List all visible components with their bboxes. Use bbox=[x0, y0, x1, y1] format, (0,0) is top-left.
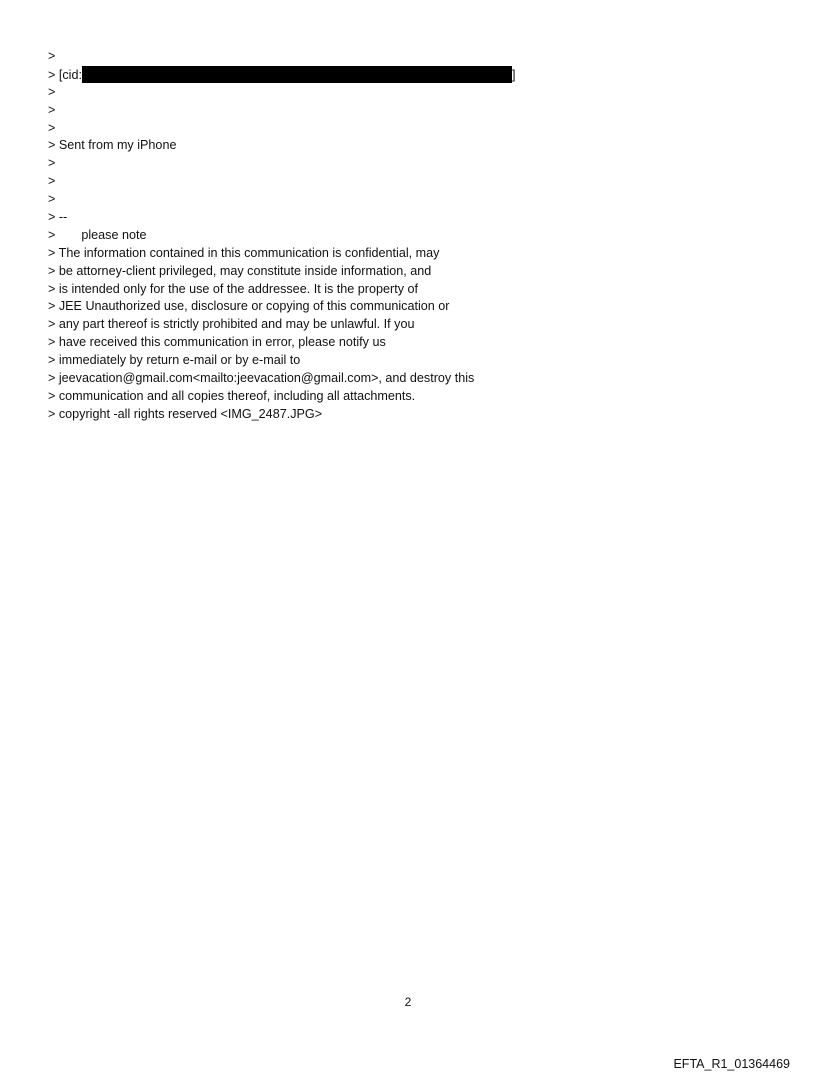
quoted-line-cid bbox=[48, 66, 608, 84]
signature-separator: > -- bbox=[48, 210, 68, 225]
sent-from-iphone: > Sent from my iPhone bbox=[48, 138, 177, 153]
quote-marker: > bbox=[48, 227, 56, 242]
quoted-line bbox=[48, 102, 608, 120]
disclaimer-text: > The information contained in this communication is confidential, may bbox=[48, 245, 440, 260]
quote-marker: > bbox=[48, 156, 56, 171]
disclaimer-line bbox=[48, 334, 608, 352]
page-number: 2 bbox=[404, 995, 412, 1009]
copyright-text: > copyright -all rights reserved <IMG_2487.JPG> bbox=[48, 406, 323, 421]
redaction-block bbox=[82, 66, 512, 83]
disclaimer-line bbox=[48, 298, 608, 316]
quote-marker: > bbox=[48, 49, 56, 63]
disclaimer-text: > immediately by return e-mail or by e-mail to bbox=[48, 353, 301, 368]
disclaimer-line bbox=[48, 263, 608, 281]
disclaimer-line bbox=[48, 406, 608, 424]
quoted-line-separator bbox=[48, 209, 608, 227]
quoted-line bbox=[48, 48, 608, 66]
quote-marker: > bbox=[48, 84, 56, 99]
quoted-line-note bbox=[48, 227, 608, 245]
quoted-line-signature bbox=[48, 137, 608, 155]
disclaimer-line bbox=[48, 281, 608, 299]
quoted-line bbox=[48, 84, 608, 102]
quoted-line bbox=[48, 173, 608, 191]
disclaimer-text: > JEE Unauthorized use, disclosure or copying of this communication or bbox=[48, 299, 450, 314]
quoted-line bbox=[48, 120, 608, 138]
cid-prefix: > [cid: bbox=[48, 67, 82, 82]
disclaimer-text: > communication and all copies thereof, including all attachments. bbox=[48, 388, 416, 403]
disclaimer-line bbox=[48, 370, 608, 388]
disclaimer-line bbox=[48, 388, 608, 406]
cid-suffix: ] bbox=[511, 67, 516, 82]
disclaimer-line bbox=[48, 245, 608, 263]
disclaimer-text: > be attorney-client privileged, may constitute inside information, and bbox=[48, 263, 432, 278]
disclaimer-line bbox=[48, 316, 608, 334]
quote-marker: > bbox=[48, 192, 56, 207]
quote-marker: > bbox=[48, 102, 56, 117]
disclaimer-text: > is intended only for the use of the addressee. It is the property of bbox=[48, 281, 418, 296]
disclaimer-line bbox=[48, 352, 608, 370]
quoted-line bbox=[48, 155, 608, 173]
disclaimer-text: > have received this communication in error, please notify us bbox=[48, 335, 386, 350]
quoted-email-body bbox=[48, 48, 608, 424]
bates-number: EFTA_R1_01364469 bbox=[673, 1057, 790, 1071]
disclaimer-text-email: > jeevacation@gmail.com<mailto:jeevacation@gmail.com>, and destroy this bbox=[48, 371, 475, 386]
quote-marker: > bbox=[48, 174, 56, 189]
quote-marker: > bbox=[48, 120, 56, 135]
quoted-line bbox=[48, 191, 608, 209]
disclaimer-text: > any part thereof is strictly prohibited and may be unlawful. If you bbox=[48, 317, 415, 332]
please-note-text: please note bbox=[81, 227, 147, 242]
